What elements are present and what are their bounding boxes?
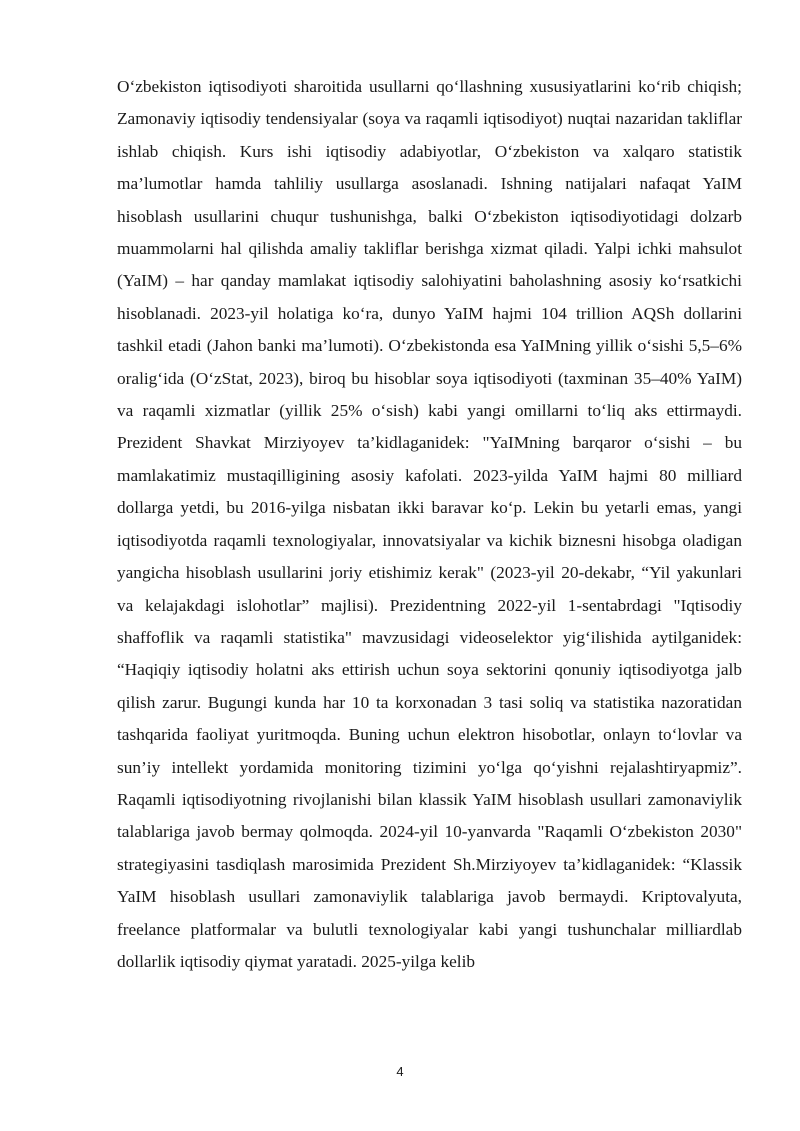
body-paragraph: O‘zbekiston iqtisodiyoti sharoitida usullarni qo‘llashning xususiyatlarini ko‘rib chiqish; Zamonaviy iqtisodiy tendensiyalar (soya va raqamli iqtisodiyot) nuqtai nazaridan takliflar ishlab chiqish. Kurs ishi iqtisodiy adabiyotlar, O‘zbekiston va xalqaro statistik ma’lumotlar hamda tahliliy usullarga asoslanadi. Ishning natijalari nafaqat YaIM hisoblash usullarini chuqur tushunishga, balki O‘zbekiston iqtisodiyotidagi dolzarb muammolarni hal qilishda amaliy takliflar berishga xizmat qiladi. Yalpi ichki mahsulot (YaIM) – har qanday mamlakat iqtisodiy salohiyatini baholashning asosiy ko‘rsatkichi hisoblanadi. 2023-yil holatiga ko‘ra, dunyo YaIM hajmi 104 trillion AQSh dollarini tashkil etadi (Jahon banki ma’lumoti). O‘zbekistonda esa YaIMning yillik o‘sishi 5,5–6% oralig‘ida (O‘zStat, 2023), biroq bu hisoblar soya iqtisodiyoti (taxminan 35–40% YaIM) va raqamli xizmatlar (yillik 25% o‘sish) kabi yangi omillarni to‘liq aks ettirmaydi. Prezident Shavkat Mirziyoyev ta’kidlaganidek: "YaIMning barqaror o‘sishi – bu mamlakatimiz mustaqilligining asosiy kafolati. 2023-yilda YaIM hajmi 80 milliard dollarga yetdi, bu 2016-yilga nisbatan ikki baravar ko‘p. Lekin bu yetarli emas, yangi iqtisodiyotda raqamli texnologiyalar, innovatsiyalar va kichik biznesni hisobga oladigan yangicha hisoblash usullarini joriy etishimiz kerak" (2023-yil 20-dekabr, “Yil yakunlari va kelajakdagi islohotlar” majlisi). Prezidentning 2022-yil 1-sentabrdagi "Iqtisodiy shaffoflik va raqamli statistika" mavzusidagi videoselektor yig‘ilishida aytilganidek: “Haqiqiy iqtisodiy holatni aks ettirish uchun soya sektorini qonuniy iqtisodiyotga jalb qilish zarur. Bugungi kunda har 10 ta korxonadan 3 tasi soliq va statistika nazoratidan tashqarida faoliyat yuritmoqda. Buning uchun elektron hisobotlar, onlayn to‘lovlar va sun’iy intellekt yordamida monitoring tizimini yo‘lga qo‘yishni rejalashtiryapmiz”. Raqamli iqtisodiyotning rivojlanishi bilan klassik YaIM hisoblash usullari zamonaviylik talablariga javob bermay qolmoqda. 2024-yil 10-yanvarda "Raqamli O‘zbekiston 2030" strategiyasini tasdiqlash marosimida Prezident Sh.Mirziyoyev ta’kidlaganidek: “Klassik YaIM hisoblash usullari zamonaviylik talablariga javob bermaydi. Kriptovalyuta, freelance platformalar va bulutli texnologiyalar kabi yangi tushunchalar milliardlab dollarlik iqtisodiy qiymat yaratadi. 2025-yilga kelib — [117, 77, 742, 971]
page-number: 4 — [396, 1064, 404, 1079]
